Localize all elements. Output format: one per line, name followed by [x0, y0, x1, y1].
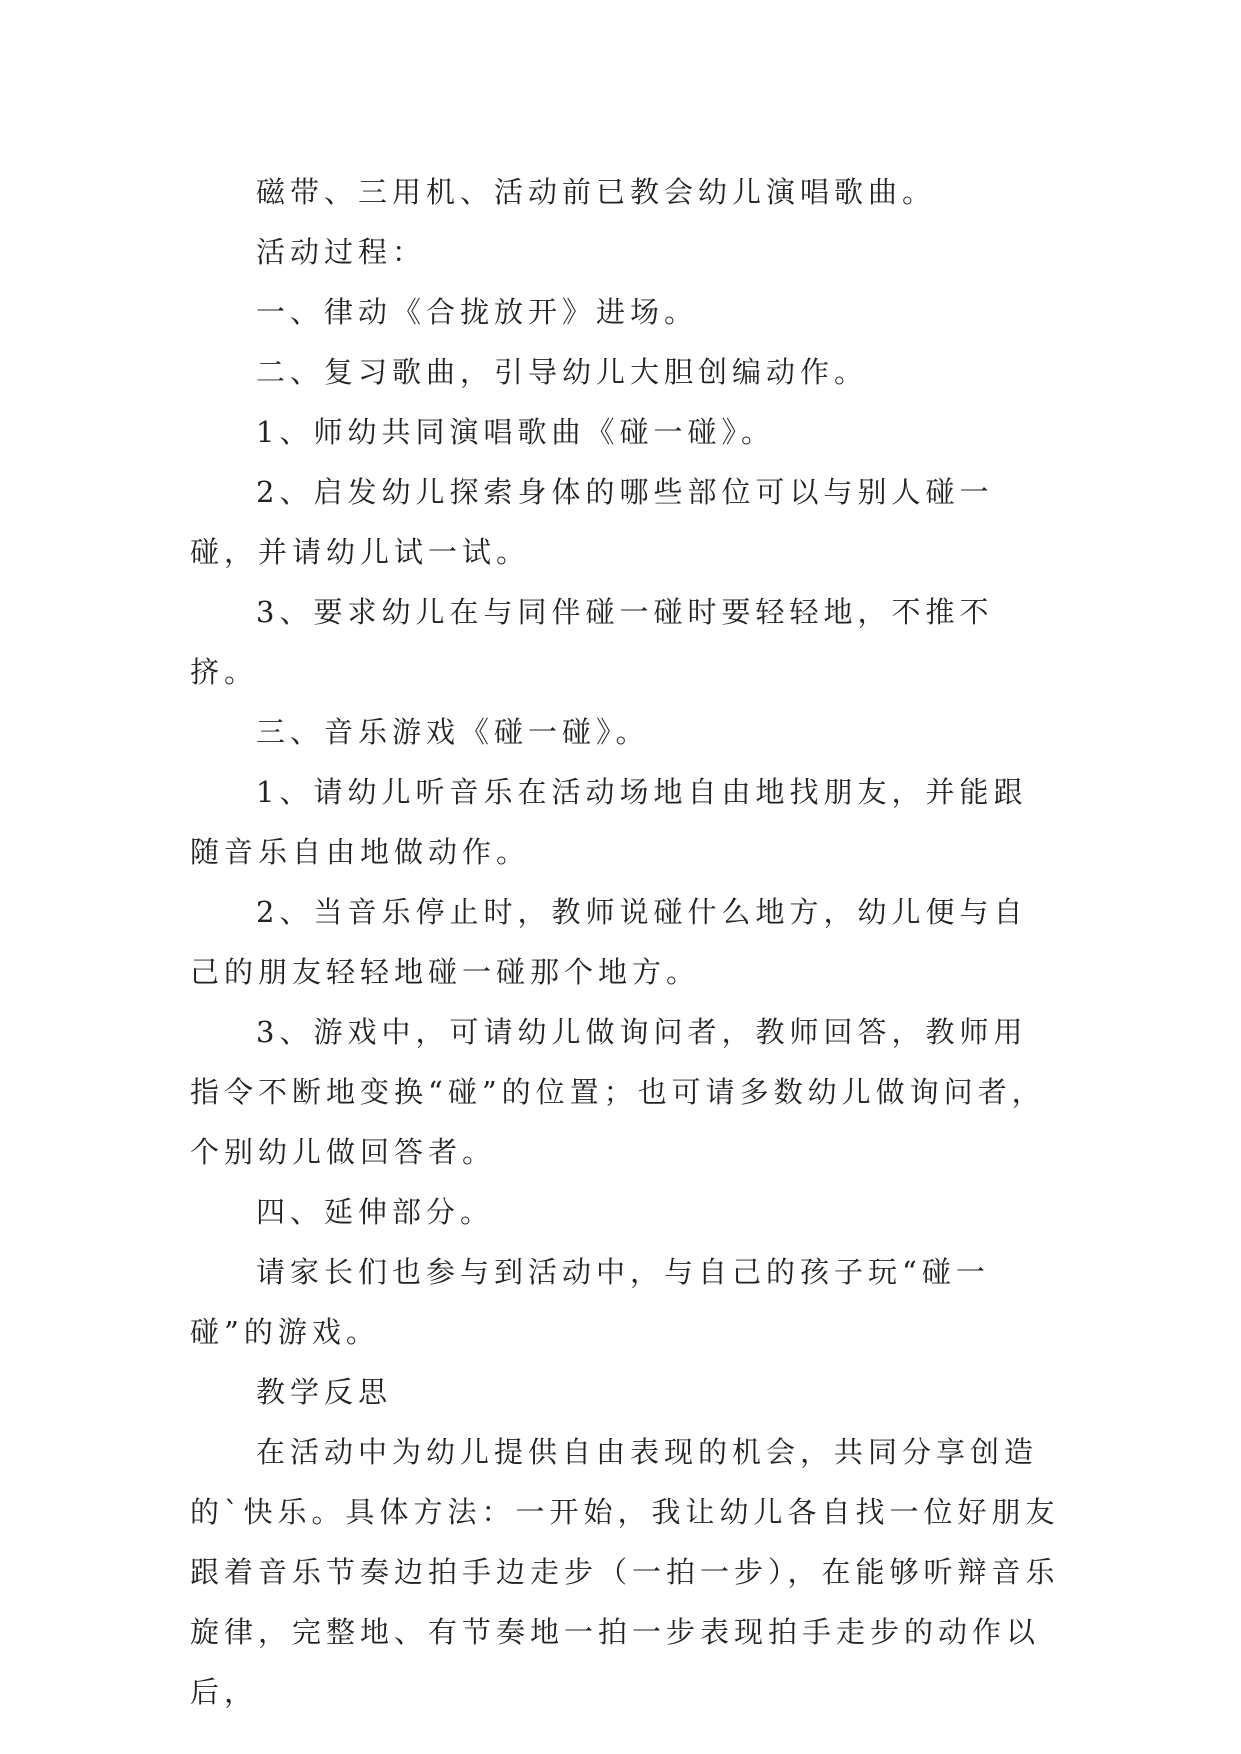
paragraph-step-3-item-1: 1、请幼儿听音乐在活动场地自由地找朋友，并能跟随音乐自由地做动作。 [190, 775, 1028, 869]
paragraph-step-3-item-3: 3、游戏中，可请幼儿做询问者，教师回答，教师用指令不断地变换“碰”的位置；也可请多数幼儿做询问者，个别幼儿做回答者。 [190, 1015, 1046, 1169]
paragraph-step-2: 二、复习歌曲，引导幼儿大胆创编动作。 [256, 355, 869, 389]
paragraph-reflection-body: 在活动中为幼儿提供自由表现的机会，共同分享创造的`快乐。具体方法：一开始，我让幼儿各自找一位好朋友跟着音乐节奏边拍手边走步（一拍一步），在能够听辩音乐旋律，完整地、有节奏地一拍一步表现拍手走步的动作以后， [190, 1435, 1060, 1709]
paragraph-step-2-item-3: 3、要求幼儿在与同伴碰一碰时要轻轻地，不推不挤。 [190, 595, 994, 689]
paragraph-step-3: 三、音乐游戏《碰一碰》。 [256, 715, 650, 749]
paragraph-reflection-heading: 教学反思 [256, 1375, 393, 1409]
paragraph-process-heading: 活动过程： [256, 235, 427, 269]
paragraph-step-2-item-1: 1、师幼共同演唱歌曲《碰一碰》。 [256, 415, 775, 449]
paragraph-materials: 磁带、三用机、活动前已教会幼儿演唱歌曲。 [256, 175, 937, 209]
paragraph-step-3-item-2: 2、当音乐停止时，教师说碰什么地方，幼儿便与自己的朋友轻轻地碰一碰那个地方。 [190, 895, 1028, 989]
paragraph-step-2-item-2: 2、启发幼儿探索身体的哪些部位可以与别人碰一碰，并请幼儿试一试。 [190, 475, 994, 569]
paragraph-step-4-detail: 请家长们也参与到活动中，与自己的孩子玩“碰一碰”的游戏。 [190, 1255, 990, 1349]
paragraph-step-4: 四、延伸部分。 [256, 1195, 495, 1229]
paragraph-step-1: 一、律动《合拢放开》进场。 [256, 295, 699, 329]
document-body [190, 162, 1060, 1722]
